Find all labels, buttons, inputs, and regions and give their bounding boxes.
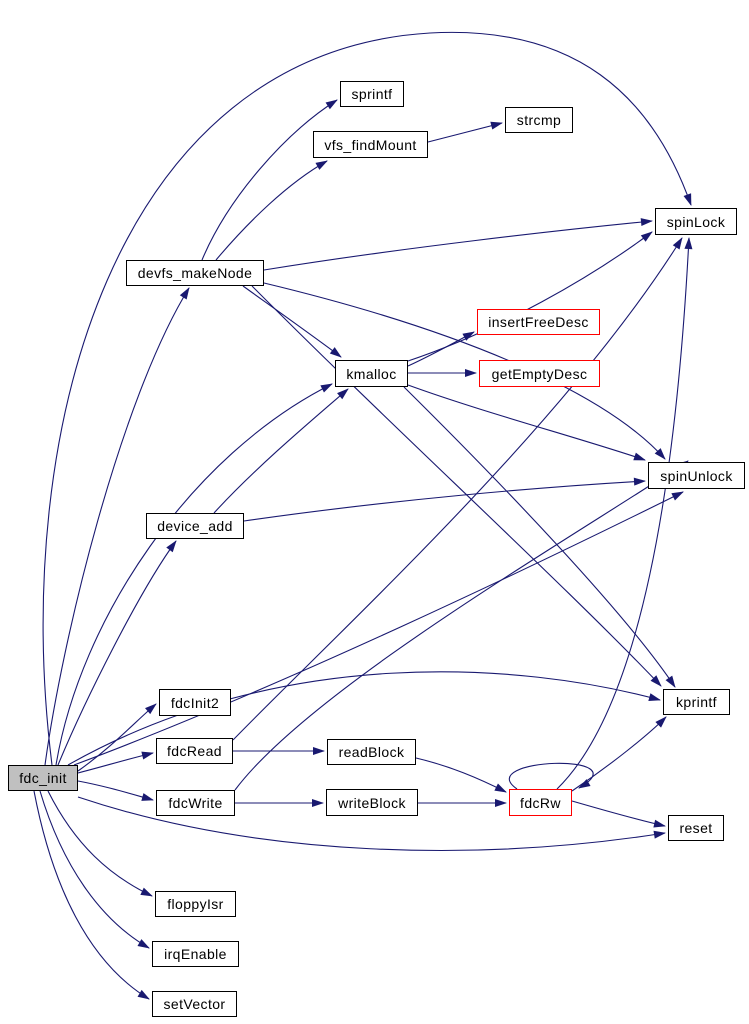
graph-node-fdcInit2[interactable]	[159, 689, 231, 716]
graph-node-setVector[interactable]	[152, 991, 237, 1017]
graph-node-device_add[interactable]	[146, 513, 244, 539]
graph-node-devfs_makeNode[interactable]	[126, 260, 264, 286]
graph-node-spinUnlock[interactable]	[648, 462, 745, 489]
graph-node-label: kprintf	[676, 694, 717, 710]
graph-node-getEmptyDesc[interactable]	[479, 360, 600, 387]
graph-node-label: kmalloc	[346, 365, 397, 382]
graph-node-label: fdcRead	[167, 743, 222, 759]
graph-node-kmalloc[interactable]	[335, 360, 408, 387]
edge-fdc_init-device_add	[58, 541, 176, 765]
edge-fdc_init-floppyIsr	[48, 791, 152, 896]
graph-node-label: fdcInit2	[170, 694, 220, 711]
edge-devfs_makeNode-spinUnlock	[264, 283, 665, 459]
edge-readBlock-fdcRw	[416, 758, 506, 792]
edge-fdcRw-kprintf	[572, 717, 666, 791]
graph-node-label: irqEnable	[164, 946, 227, 962]
graph-node-label: devfs_makeNode	[137, 265, 253, 281]
graph-node-fdc_init[interactable]	[8, 765, 78, 791]
edge-fdc_init-fdcWrite	[78, 781, 153, 800]
graph-node-sprintf[interactable]	[340, 81, 404, 107]
edge-fdc_init-irqEnable	[40, 791, 149, 948]
edge-fdcRw-reset	[572, 801, 665, 826]
graph-node-vfs_findMount[interactable]	[313, 131, 428, 158]
graph-node-kprintf[interactable]	[663, 689, 730, 715]
graph-node-label: fdcWrite	[168, 795, 223, 811]
edge-fdcRead-spinLock	[233, 238, 682, 740]
edge-devfs_makeNode-sprintf	[202, 100, 337, 260]
edge-devfs_makeNode-kmalloc	[243, 286, 341, 357]
graph-node-label: insertFreeDesc	[488, 314, 589, 330]
graph-node-reset[interactable]	[668, 815, 724, 841]
graph-node-label: fdcRw	[520, 794, 561, 811]
graph-node-readBlock[interactable]	[327, 739, 416, 765]
graph-node-label: reset	[679, 820, 713, 836]
graph-node-label: setVector	[163, 996, 226, 1012]
graph-node-floppyIsr[interactable]	[155, 891, 236, 917]
edge-fdc_init-setVector	[34, 791, 149, 999]
edge-vfs_findMount-strcmp	[428, 123, 502, 142]
graph-node-irqEnable[interactable]	[152, 941, 239, 967]
graph-node-writeBlock[interactable]	[326, 789, 418, 816]
graph-node-fdcRw[interactable]	[509, 789, 572, 816]
edge-kmalloc-spinUnlock	[408, 385, 645, 460]
edge-kmalloc-spinLock	[408, 232, 652, 361]
edge-device_add-spinUnlock	[244, 481, 645, 521]
graph-node-spinLock[interactable]	[655, 208, 737, 235]
edge-kmalloc-kprintf	[404, 387, 675, 687]
graph-node-label: floppyIsr	[167, 896, 224, 912]
graph-node-label: spinLock	[666, 213, 726, 230]
edge-devfs_makeNode-vfs_findMount	[216, 161, 327, 260]
graph-node-label: sprintf	[351, 86, 393, 102]
graph-node-fdcRead[interactable]	[156, 738, 233, 764]
graph-node-insertFreeDesc[interactable]	[477, 309, 600, 335]
graph-node-label: readBlock	[338, 744, 405, 760]
edge-devfs_makeNode-spinLock	[264, 221, 652, 270]
edge-devfs_makeNode-kprintf	[252, 286, 661, 686]
graph-node-fdcWrite[interactable]	[156, 790, 235, 816]
graph-node-label: fdc_init	[19, 770, 67, 786]
graph-node-label: vfs_findMount	[324, 136, 417, 153]
graph-node-label: writeBlock	[338, 794, 406, 811]
graph-node-label: strcmp	[516, 112, 562, 128]
graph-node-label: device_add	[157, 518, 233, 534]
graph-node-label: spinUnlock	[660, 467, 733, 484]
graph-node-label: getEmptyDesc	[491, 365, 588, 382]
graph-node-strcmp[interactable]	[505, 107, 573, 133]
